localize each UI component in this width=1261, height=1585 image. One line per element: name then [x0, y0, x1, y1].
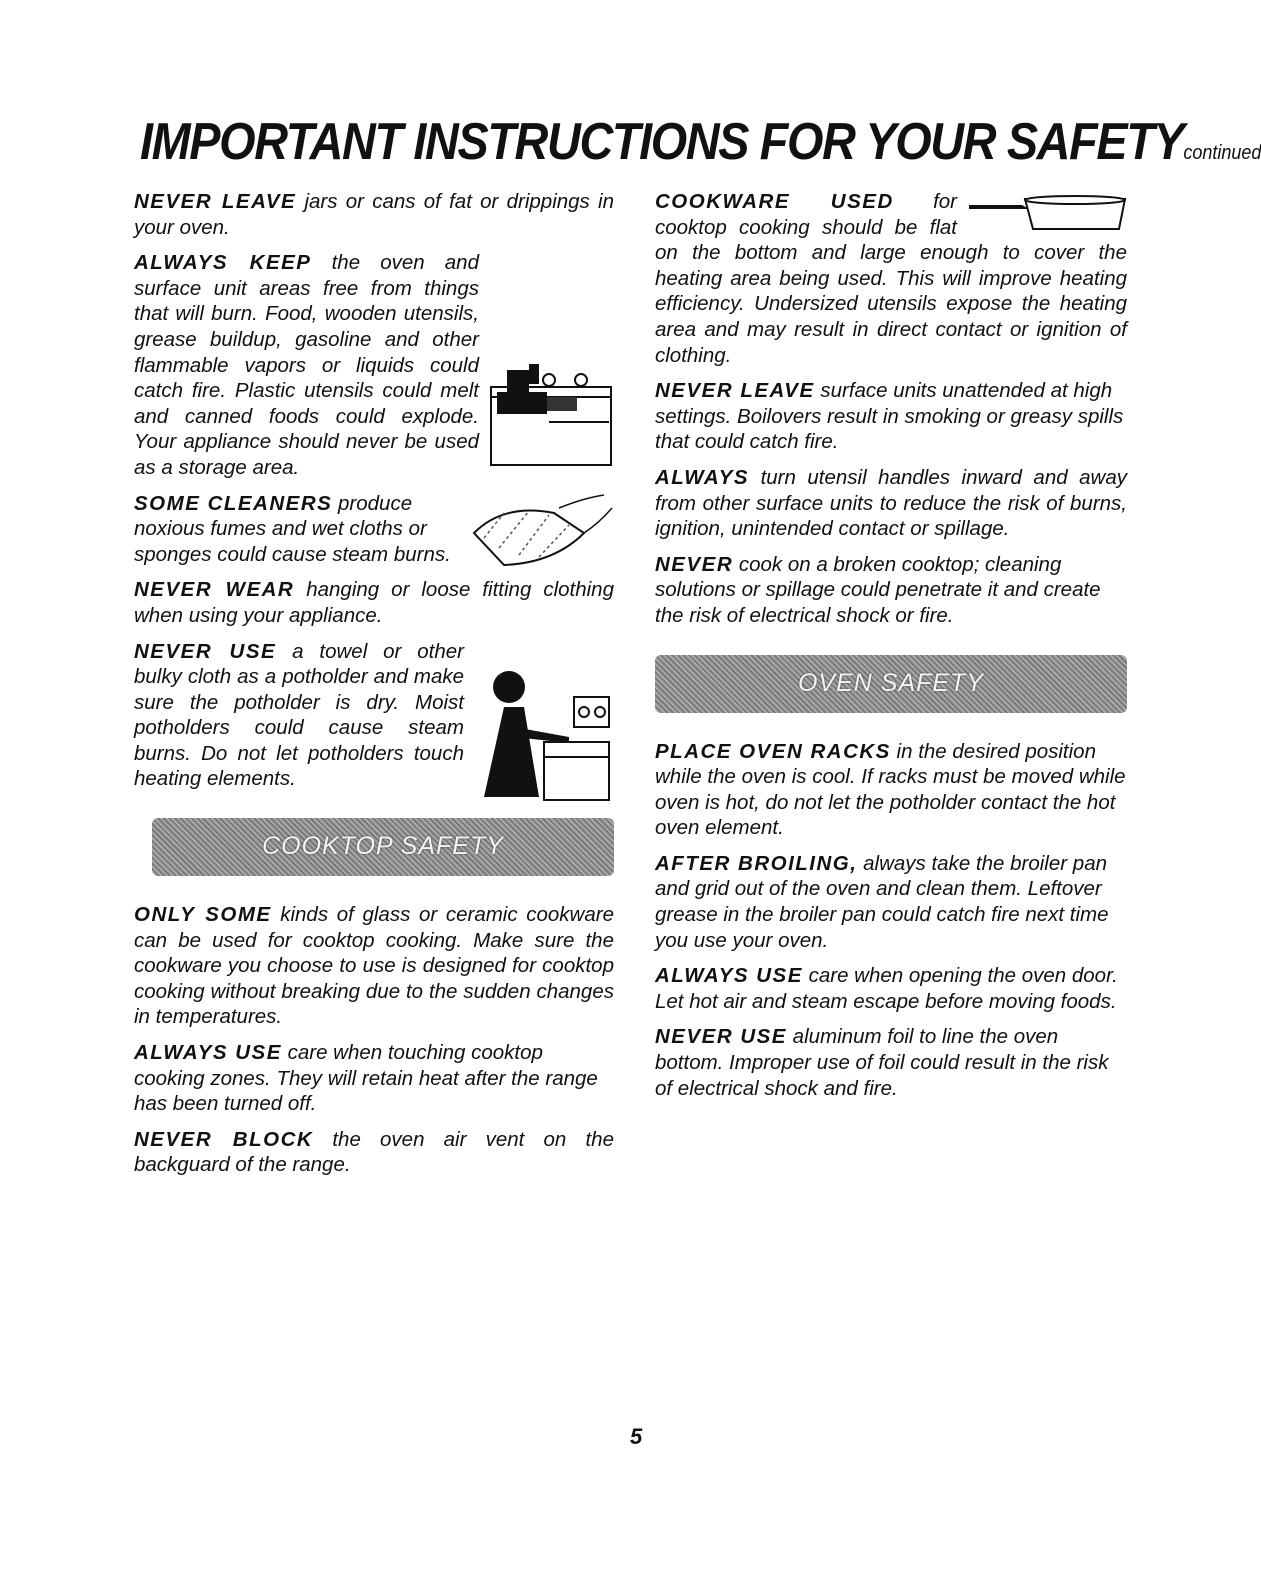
instruction-always-keep: ALWAYS KEEP the oven and surface unit areas free from things that will burn. Food, wooden utensils, grease buildup, gasoline and other flammable vapors or liquids could catch fire. Plastic utensils could melt and canned foods could explode. Your appliance should never be used as a storage area. — [134, 250, 614, 480]
instruction-cookware-used: COOKWARE USED for cooktop cooking should be flat on the bottom and large enough to cover the heating area being used. This will improve heating efficiency. Undersized utensils expose the heating area and may result in direct contact or ignition of clothing. — [655, 190, 1127, 367]
instruction-never-use-foil: NEVER USE aluminum foil to line the oven bottom. Improper use of foil could result in the risk of electrical shock and fire. — [655, 1025, 1109, 1100]
instruction-only-some: ONLY SOME kinds of glass or ceramic cookware can be used for cooktop cooking. Make sure the cookware you choose to use is designed for cooktop cooking without breaking due to the sudden changes in temperatures. — [134, 903, 614, 1029]
instruction-always-use-care-cooktop: ALWAYS USE care when touching cooktop cooking zones. They will retain heat after the range has been turned off. — [134, 1041, 598, 1116]
person-at-range-illustration — [474, 667, 614, 802]
cluttered-range-illustration — [489, 362, 614, 467]
instruction-never-use-towel: NEVER USE a towel or other bulky cloth as a potholder and make sure the potholder is dry. Moist potholders could cause steam burns. Do not let potholders touch heating elements. — [134, 639, 614, 793]
page-title — [140, 112, 1261, 183]
instruction-after-broiling: AFTER BROILING, always take the broiler pan and grid out of the oven and clean them. Leftover grease in the broiler pan could catch fire next time you use your oven. — [655, 851, 1109, 952]
right-column — [655, 189, 1127, 1111]
left-column — [134, 189, 614, 1188]
instruction-never-wear: NEVER WEAR hanging or loose fitting clothing when using your appliance. — [134, 578, 614, 627]
instruction-never-leave-surface: NEVER LEAVE surface units unattended at high settings. Boilovers result in smoking or greasy spills that could catch fire. — [655, 379, 1124, 454]
oven-safety-banner — [655, 655, 1127, 713]
cooktop-safety-heading: COOKTOP SAFETY — [262, 832, 504, 861]
title-continued: continued — [1183, 142, 1261, 164]
instruction-never-leave-fat: NEVER LEAVE jars or cans of fat or drippings in your oven. — [134, 190, 614, 239]
sponge-in-hand-illustration — [464, 493, 614, 573]
cooktop-safety-banner — [134, 818, 614, 876]
page-number: 5 — [630, 1424, 643, 1449]
instruction-always-turn-handles: ALWAYS turn utensil handles inward and away from other surface units to reduce the risk of burns, ignition, unintended contact or spillage. — [655, 465, 1127, 541]
instruction-never-block: NEVER BLOCK the oven air vent on the backguard of the range. — [134, 1127, 614, 1177]
oven-safety-heading: OVEN SAFETY — [797, 668, 985, 697]
instruction-never-cook-broken: NEVER cook on a broken cooktop; cleaning solutions or spillage could penetrate it and create the risk of electrical shock or fire. — [655, 552, 1101, 627]
instruction-always-use-care-oven: ALWAYS USE care when opening the oven door. Let hot air and steam escape before moving foods. — [655, 964, 1118, 1013]
skillet-illustration — [967, 191, 1127, 233]
instruction-place-oven-racks: PLACE OVEN RACKS in the desired position while the oven is cool. If racks must be moved while oven is hot, do not let the potholder contact the hot oven element. — [655, 739, 1126, 840]
title-text: IMPORTANT INSTRUCTIONS FOR YOUR SAFETY — [140, 113, 1184, 171]
instruction-some-cleaners: SOME CLEANERS produce noxious fumes and wet cloths or sponges could cause steam burns. — [134, 491, 614, 568]
